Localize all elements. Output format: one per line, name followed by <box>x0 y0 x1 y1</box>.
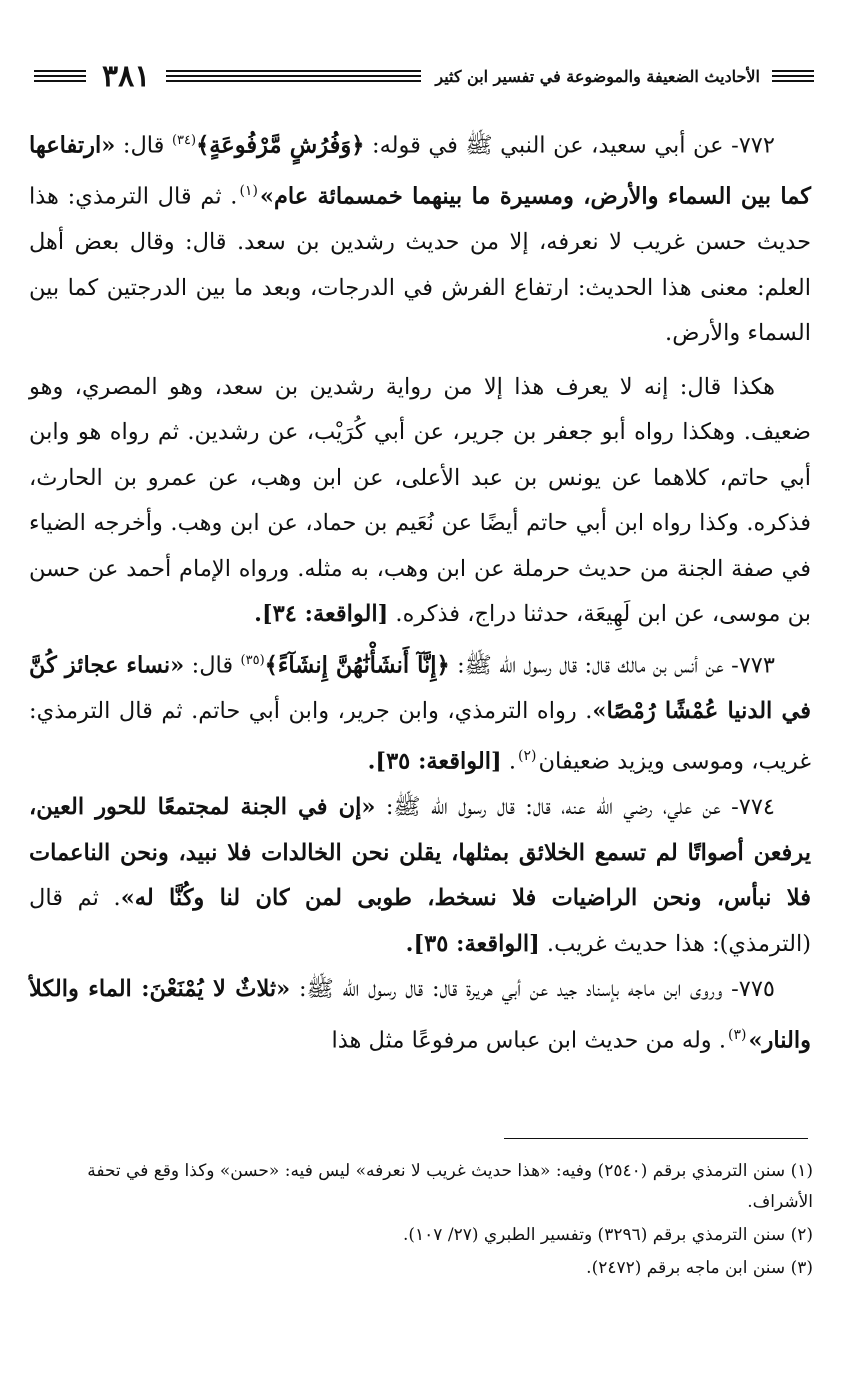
commentary-paragraph <box>29 365 811 638</box>
hadith-774 <box>29 785 811 967</box>
hadith-commentary: . ثم قال الترمذي: هذا حديث حسن غريب لا نعرفه، إلا من حديث رشدين بن سعد. قال: وقال بعض أهل العلم: معنى هذا الحديث: ارتفاع الفرش في الدرجات، وبعد ما بين الدرجتين كما بين السماء والأرض. <box>29 183 811 346</box>
footnote-3: (٣) سنن ابن ماجه برقم (٢٤٧٢). <box>586 1258 813 1278</box>
hadith-text: عن أنس بن مالك قال: قال رسول الله ﷺ: <box>449 652 724 678</box>
verse-number: (٣٥) <box>240 652 265 668</box>
footnotes <box>31 1156 813 1286</box>
hadith-number: ٧٧٤- <box>720 794 775 820</box>
hadith-text: وروى ابن ماجه بإسناد جيد عن أبي هريرة قال: قال رسول الله ﷺ: <box>290 976 723 1002</box>
hadith-matn: «ثلاثٌ لا يُمْنَعْنَ: الماء والكلأ والنار» <box>29 976 811 1053</box>
header-rule-middle <box>166 70 421 82</box>
hadith-775 <box>29 967 811 1064</box>
surah-citation: [الواقعة: ٣٥]. <box>405 930 540 957</box>
running-title: الأحاديث الضعيفة والموضوعة في تفسير ابن كثير <box>435 66 760 86</box>
surah-citation: [الواقعة: ٣٥]. <box>367 748 502 775</box>
footnote-ref[interactable]: (٢) <box>518 748 537 764</box>
hadith-number: ٧٧٣- <box>723 652 775 678</box>
hadith-commentary: . ثم قال (الترمذي): هذا حديث غريب. <box>29 885 811 957</box>
commentary-text: هكذا قال: إنه لا يعرف هذا إلا من رواية رشدين بن سعد، وهو المصري، وهو ضعيف. وهكذا رواه أبو جعفر بن جرير، عن أبي كُرَيْب، عن رشدين. ثم رواه هو وابن أبي حاتم، كلاهما عن يونس بن عبد الأعلى، عن ابن وهب، عن عمرو بن الحارث، فذكره. وكذا رواه ابن أبي حاتم أيضًا عن نُعَيم بن حماد، عن ابن وهب. وأخرجه الضياء في صفة الجنة من حديث حرملة عن ابن وهب، به مثله. ورواه الإمام أحمد عن حسن بن موسى، عن ابن لَهِيعَة، حدثنا دراج، فذكره. <box>29 373 811 627</box>
hadith-text: قال: <box>184 652 241 678</box>
hadith-number: ٧٧٥- <box>722 976 775 1002</box>
header-rule-left <box>34 70 86 82</box>
verse-number: (٣٤) <box>171 133 197 148</box>
hadith-commentary: . وله من حديث ابن عباس مرفوعًا مثل هذا <box>331 1027 726 1053</box>
hadith-matn: «ارتفاعها كما بين السماء والأرض، ومسيرة ما بينهما خمسمائة عام» <box>29 132 811 210</box>
running-header <box>34 58 814 94</box>
footnote-ref[interactable]: (٣) <box>727 1026 747 1043</box>
punctuation: . <box>501 748 516 775</box>
hadith-text: قال: <box>115 132 172 159</box>
footnote-1: (١) سنن الترمذي برقم (٢٥٤٠) وفيه: «هذا حديث غريب لا نعرفه» ليس فيه: «حسن» وكذا وقع في تحفة الأشراف. <box>87 1161 813 1212</box>
footnote-separator <box>504 1138 808 1139</box>
footnote-2: (٢) سنن الترمذي برقم (٣٢٩٦) وتفسير الطبري (٢٧/ ١٠٧). <box>402 1225 813 1245</box>
hadith-number: ٧٧٢- <box>723 132 775 159</box>
footnote-ref[interactable]: (١) <box>239 183 258 199</box>
hadith-772 <box>29 118 811 357</box>
hadith-matn: «إن في الجنة لمجتمعًا للحور العين، يرفعن أصواتًا لم تسمع الخلائق بمثلها، يقلن نحن الخالدات فلا نبيد، ونحن الناعمات فلا نبأس، ونحن الراضيات فلا نسخط، طوبى لمن كان لنا وكُنَّا له» <box>29 794 811 911</box>
page-number: ٣٨١ <box>102 58 151 94</box>
header-rule-right <box>772 70 814 82</box>
hadith-text: عن أبي سعيد، عن النبي ﷺ في قوله: <box>364 132 724 159</box>
main-text <box>29 118 811 1064</box>
hadith-matn: «نساء عجائز كُنَّ في الدنيا عُمْشًا رُمْصًا» <box>29 652 812 724</box>
quran-verse: ﴿وَفُرُشٍ مَّرْفُوعَةٍ﴾ <box>196 132 365 159</box>
hadith-773 <box>29 638 811 786</box>
hadith-text: عن علي، رضي الله عنه، قال: قال رسول الله ﷺ: <box>375 794 721 820</box>
hadith-commentary: . رواه الترمذي، وابن جرير، وابن أبي حاتم. ثم قال الترمذي: غريب، وموسى ويزيد ضعيفان <box>29 697 811 775</box>
quran-verse: ﴿إِنَّآ أَنشَأْنَٰهُنَّ إِنشَآءً﴾ <box>264 652 450 678</box>
surah-citation: [الواقعة: ٣٤]. <box>254 601 389 627</box>
